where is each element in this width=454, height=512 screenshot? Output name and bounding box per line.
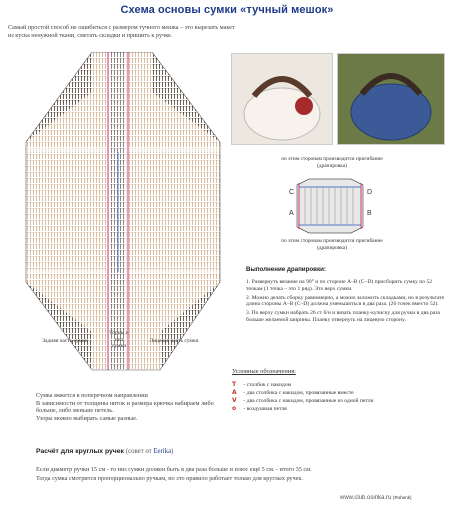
calc-author-prefix: (совет от bbox=[125, 448, 154, 455]
steps-title: Выполнение драпировки: bbox=[246, 266, 326, 273]
notes bbox=[36, 392, 236, 422]
calc-title-text: Расчёт для круглых ручек bbox=[36, 448, 124, 455]
calc-text bbox=[36, 466, 436, 483]
photo-blue-bag bbox=[337, 53, 445, 145]
drape-diagram bbox=[285, 175, 375, 237]
drape-bottom-caption: по этим сторонам производится пригибание (драпировка) bbox=[281, 238, 383, 251]
legend-text: - два столбика с накидом, провязанные из одной петли bbox=[243, 398, 374, 404]
legend-text: - столбик с накидом bbox=[243, 382, 292, 388]
note-3: Узоры можно выбирать самые разные. bbox=[36, 414, 138, 422]
chart-label-side: Торцы и низ сумки bbox=[109, 330, 129, 349]
footer bbox=[340, 495, 412, 501]
drape-label-a: A bbox=[289, 210, 294, 217]
calc-title bbox=[36, 448, 173, 455]
legend-title: Условные обозначения: bbox=[232, 368, 296, 375]
drape-label-c: C bbox=[289, 189, 295, 196]
legend-symbol: o bbox=[232, 405, 237, 412]
drape-label-b: B bbox=[367, 210, 372, 217]
legend-symbol: A bbox=[232, 389, 237, 396]
note-1: Сумка вяжется в поперечном направлении bbox=[36, 392, 148, 399]
drape-top-caption: по этим сторонам производится пригибание (драпировка) bbox=[281, 156, 383, 169]
footer-site[interactable]: www.club.osinka.ru bbox=[340, 495, 392, 501]
legend-text: - воздушная петля bbox=[243, 406, 287, 412]
step-2: 2. Можно делать сборку равномерно, а можно заложить складками, но в результате длина стороны А–В (С–D) должна уменьшиться в два раза. (26 точек вместо 52). bbox=[246, 294, 445, 308]
legend-item bbox=[232, 389, 452, 397]
legend-item bbox=[232, 397, 452, 405]
photo-white-bag bbox=[231, 53, 333, 145]
calc-line-1: Если диаметр ручки 15 см - то низ сумки должен быть в два раза больше и плюс ещё 5 см. - итого 35 см. bbox=[36, 466, 312, 473]
legend-item bbox=[232, 405, 452, 413]
page-title: Схема основы сумки «тучный мешок» bbox=[120, 4, 334, 16]
legend-symbol: T bbox=[232, 381, 237, 388]
chart-label-back: Задняя часть сумки bbox=[42, 338, 88, 344]
intro-text: Самый простой способ не ошибиться с размером тучного мешка – это вырезать макет из куска ненужной ткани, сметать складки и пришить к ручке. bbox=[8, 24, 235, 39]
drape-label-d: D bbox=[367, 189, 373, 196]
legend-text: - два столбика с накидом, провязанные вместе bbox=[243, 390, 354, 396]
step-3: 3. По верху сумки набрать 26 ст б/н и вязать планку-кулиску для ручки в два раза больше желаемой ширины. Планку отвернуть на лицевую сторону. bbox=[246, 310, 440, 323]
chart-label-front: Лицевая часть сумки bbox=[149, 338, 199, 344]
note-2: В зависимости от толщины ниток и размера крючка набираем либо больше, либо меньше петель. bbox=[36, 399, 214, 415]
calc-line-2: Тогда сумка смотрится пропорционально ручкам, но это правило работает только для круглых ручек. bbox=[36, 474, 303, 482]
legend-symbol: V bbox=[232, 397, 237, 404]
steps-list bbox=[246, 279, 446, 326]
legend bbox=[232, 381, 452, 413]
footer-mark: (Robenk) bbox=[393, 495, 412, 500]
legend-item bbox=[232, 381, 452, 389]
calc-author-link[interactable]: Eerika bbox=[153, 448, 172, 455]
step-1: 1. Развернуть вязание на 90° и по стороне А–В (С–D) присборить сумку по 52 точкам (1 точка – это 1 ряд). Это верх сумки. bbox=[246, 279, 433, 292]
calc-author-suffix: ) bbox=[171, 448, 174, 455]
